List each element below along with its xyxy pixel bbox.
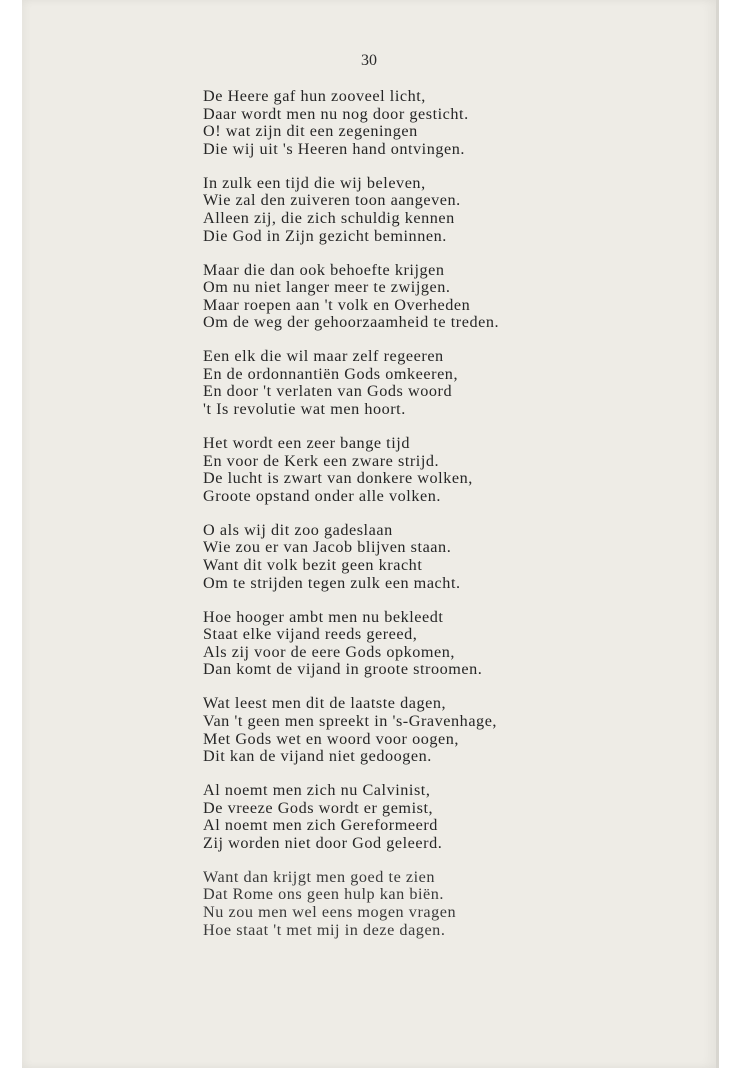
poem-line: En de ordonnantiën Gods omkeeren, — [203, 364, 459, 383]
poem-line: In zulk een tijd die wij beleven, — [203, 173, 426, 192]
poem-line: En voor de Kerk een zware strijd. — [203, 451, 440, 470]
poem-line: Dit kan de vijand niet gedoogen. — [203, 747, 432, 766]
stanza — [203, 609, 623, 679]
stanza — [203, 262, 623, 332]
poem-line: Nu zou men wel eens mogen vragen — [203, 903, 457, 922]
poem-line: Want dan krijgt men goed te zien — [203, 867, 436, 886]
poem-line: De lucht is zwart van donkere wolken, — [203, 469, 473, 488]
poem-line: De vreeze Gods wordt er gemist, — [203, 798, 434, 817]
poem-line: Om nu niet langer meer te zwijgen. — [203, 278, 451, 297]
poem-line: Staat elke vijand reeds gereed, — [203, 625, 418, 644]
poem-line: Van 't geen men spreekt in 's-Gravenhage, — [203, 711, 498, 730]
poem-line: Maar die dan ook behoefte krijgen — [203, 260, 445, 279]
poem-line: En door 't verlaten van Gods woord — [203, 382, 453, 401]
poem-line: Als zij voor de eere Gods opkomen, — [203, 642, 456, 661]
poem-line: Al noemt men zich nu Calvinist, — [203, 781, 431, 800]
poem-line: Wie zou er van Jacob blijven staan. — [203, 538, 452, 557]
poem-line: Zij worden niet door God geleerd. — [203, 833, 443, 852]
poem-line: Daar wordt men nu nog door gesticht. — [203, 104, 469, 123]
poem-line: Dat Rome ons geen hulp kan biën. — [203, 885, 445, 904]
poem-line: Want dit volk bezit geen kracht — [203, 556, 423, 575]
poem-line: Al noemt men zich Gereformeerd — [203, 816, 438, 835]
poem-line: Om de weg der gehoorzaamheid te treden. — [203, 313, 500, 332]
poem-line: Met Gods wet en woord voor oogen, — [203, 729, 459, 748]
poem-line: Het wordt een zeer bange tijd — [203, 434, 410, 453]
poem-line: O als wij dit zoo gadeslaan — [203, 520, 393, 539]
poem-line: Een elk die wil maar zelf regeeren — [203, 347, 444, 366]
page-edge — [716, 0, 719, 1068]
stanza — [203, 435, 623, 505]
stanza — [203, 348, 623, 418]
poem-line: Wie zal den zuiveren toon aangeven. — [203, 191, 461, 210]
stanza — [203, 695, 623, 765]
poem-line: Dan komt de vijand in groote stroomen. — [203, 660, 483, 679]
stanza — [203, 782, 623, 852]
stanza — [203, 869, 623, 939]
poem-line: Groote opstand onder alle volken. — [203, 486, 441, 505]
poem-line: O! wat zijn dit een zegeningen — [203, 122, 418, 141]
stanza — [203, 522, 623, 592]
poem-line: Om te strijden tegen zulk een macht. — [203, 573, 461, 592]
stanza — [203, 175, 623, 245]
poem-body — [203, 88, 623, 956]
poem-line: 't Is revolutie wat men hoort. — [203, 400, 406, 419]
poem-line: Hoe hooger ambt men nu bekleedt — [203, 607, 444, 626]
stanza — [203, 88, 623, 158]
poem-line: Alleen zij, die zich schuldig kennen — [203, 208, 455, 227]
poem-line: Die God in Zijn gezicht beminnen. — [203, 226, 447, 245]
page-number: 30 — [361, 52, 377, 69]
poem-line: Maar roepen aan 't volk en Overheden — [203, 295, 471, 314]
poem-line: Die wij uit 's Heeren hand ontvingen. — [203, 139, 465, 158]
poem-line: De Heere gaf hun zooveel licht, — [203, 87, 426, 105]
poem-line: Hoe staat 't met mij in deze dagen. — [203, 920, 446, 939]
poem-line: Wat leest men dit de laatste dagen, — [203, 694, 447, 713]
